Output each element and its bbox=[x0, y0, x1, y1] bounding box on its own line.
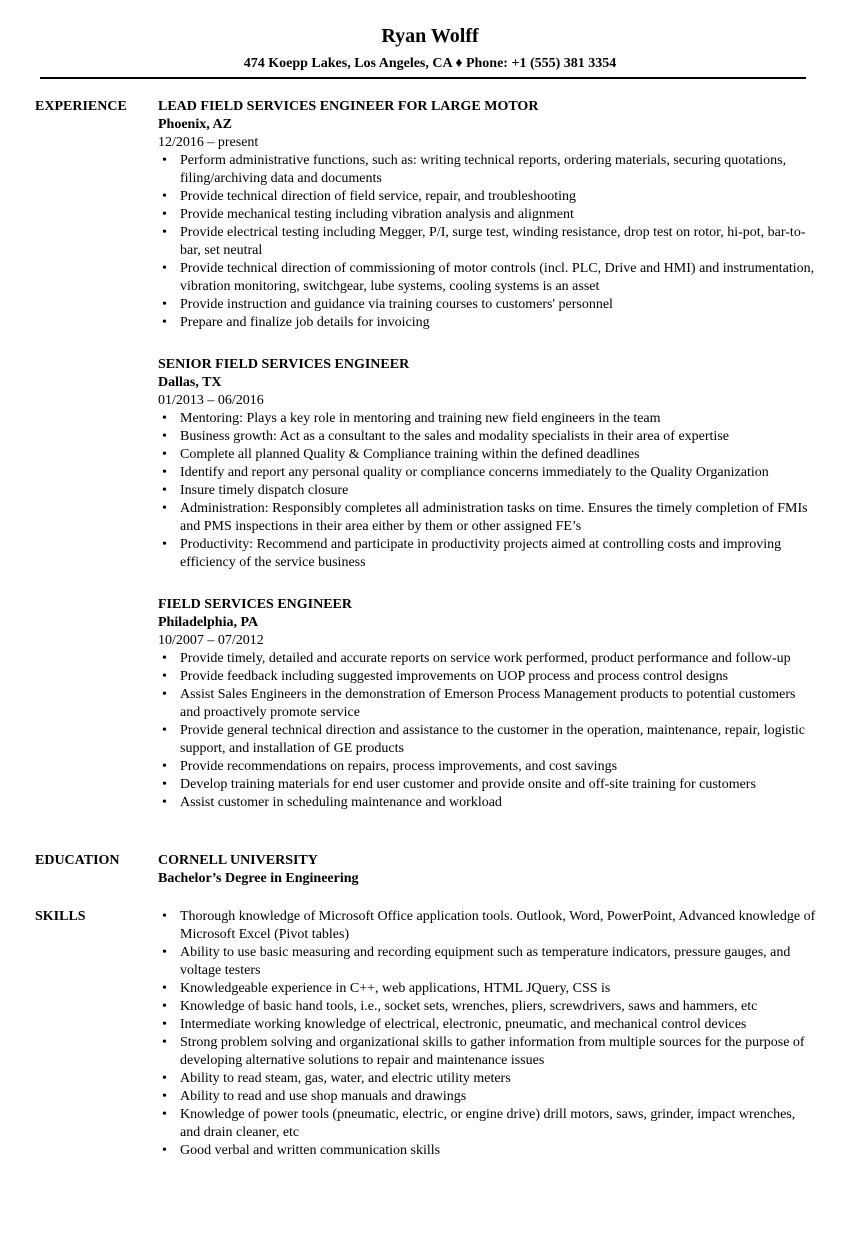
bullet-icon: • bbox=[162, 483, 167, 498]
bullet-icon: • bbox=[162, 537, 167, 552]
skill-text: Strong problem solving and organizational skills to gather information from multiple sources for the purpose of developing alternative solutions to repair and maintenance issues bbox=[180, 1035, 805, 1068]
bullet-icon: • bbox=[162, 1017, 167, 1032]
bullet-icon: • bbox=[162, 669, 167, 684]
education-entry bbox=[158, 852, 818, 888]
bullet-text: Provide technical direction of commissioning of motor controls (incl. PLC, Drive and HMI) and instrumentation, vibration monitoring, switchgear, lube systems, cooling systems is an asset bbox=[180, 261, 815, 294]
bullet-text: Provide timely, detailed and accurate reports on service work performed, product performance and follow-up bbox=[180, 651, 791, 666]
list-item bbox=[158, 668, 818, 686]
bullet-icon: • bbox=[162, 153, 167, 168]
job-entry bbox=[158, 98, 818, 332]
bullet-icon: • bbox=[162, 651, 167, 666]
job-bullets bbox=[158, 410, 818, 572]
bullet-icon: • bbox=[162, 315, 167, 330]
bullet-text: Business growth: Act as a consultant to the sales and modality specialists in their area of expertise bbox=[180, 429, 729, 444]
degree: Bachelor’s Degree in Engineering bbox=[158, 871, 359, 886]
list-item bbox=[158, 650, 818, 668]
bullet-icon: • bbox=[162, 429, 167, 444]
bullet-text: Assist Sales Engineers in the demonstration of Emerson Process Management products to potential customers and proactively promote service bbox=[180, 687, 796, 720]
bullet-icon: • bbox=[162, 777, 167, 792]
job-dates: 12/2016 – present bbox=[158, 135, 259, 150]
list-item bbox=[158, 428, 818, 446]
bullet-icon: • bbox=[162, 411, 167, 426]
list-item bbox=[158, 908, 818, 944]
bullet-text: Provide feedback including suggested improvements on UOP process and process control designs bbox=[180, 669, 729, 684]
bullet-icon: • bbox=[162, 297, 167, 312]
bullet-text: Provide instruction and guidance via training courses to customers' personnel bbox=[180, 297, 613, 312]
bullet-icon: • bbox=[162, 909, 167, 924]
job-location: Dallas, TX bbox=[158, 375, 222, 390]
bullet-icon: • bbox=[162, 189, 167, 204]
skill-text: Ability to read steam, gas, water, and electric utility meters bbox=[180, 1071, 511, 1086]
skill-text: Intermediate working knowledge of electrical, electronic, pneumatic, and mechanical control devices bbox=[180, 1017, 747, 1032]
list-item bbox=[158, 410, 818, 428]
bullet-icon: • bbox=[162, 1071, 167, 1086]
list-item bbox=[158, 446, 818, 464]
job-title: SENIOR FIELD SERVICES ENGINEER bbox=[158, 357, 410, 372]
list-item bbox=[158, 944, 818, 980]
list-item bbox=[158, 1142, 818, 1160]
job-location: Philadelphia, PA bbox=[158, 615, 259, 630]
bullet-text: Provide electrical testing including Megger, P/I, surge test, winding resistance, drop test on rotor, hi-pot, bar-to-bar, set neutral bbox=[180, 225, 806, 258]
list-item bbox=[158, 296, 818, 314]
job-location: Phoenix, AZ bbox=[158, 117, 232, 132]
job-bullets bbox=[158, 650, 818, 812]
bullet-text: Prepare and finalize job details for invoicing bbox=[180, 315, 430, 330]
job-dates: 01/2013 – 06/2016 bbox=[158, 393, 264, 408]
experience-jobs bbox=[158, 98, 818, 836]
bullet-icon: • bbox=[162, 1143, 167, 1158]
bullet-icon: • bbox=[162, 1035, 167, 1050]
skill-text: Ability to read and use shop manuals and drawings bbox=[180, 1089, 467, 1104]
list-item bbox=[158, 314, 818, 332]
bullet-icon: • bbox=[162, 795, 167, 810]
list-item bbox=[158, 1088, 818, 1106]
bullet-text: Provide general technical direction and assistance to the customer in the operation, maintenance, repair, logistic support, and installation of GE products bbox=[180, 723, 805, 756]
bullet-text: Assist customer in scheduling maintenance and workload bbox=[180, 795, 502, 810]
bullet-icon: • bbox=[162, 207, 167, 222]
list-item bbox=[158, 998, 818, 1016]
list-item bbox=[158, 794, 818, 812]
bullet-text: Complete all planned Quality & Compliance training within the defined deadlines bbox=[180, 447, 640, 462]
header-divider bbox=[40, 77, 806, 79]
bullet-icon: • bbox=[162, 225, 167, 240]
candidate-name: Ryan Wolff bbox=[381, 25, 479, 47]
job-entry bbox=[158, 596, 818, 812]
list-item bbox=[158, 980, 818, 998]
list-item bbox=[158, 206, 818, 224]
list-item bbox=[158, 536, 818, 572]
list-item bbox=[158, 224, 818, 260]
skill-text: Ability to use basic measuring and recording equipment such as temperature indicators, pressure gauges, and voltage testers bbox=[180, 945, 791, 978]
bullet-text: Productivity: Recommend and participate in productivity projects aimed at controlling costs and improving efficiency of the service business bbox=[180, 537, 782, 570]
bullet-icon: • bbox=[162, 999, 167, 1014]
section-label-education: EDUCATION bbox=[35, 853, 120, 868]
bullet-icon: • bbox=[162, 465, 167, 480]
list-item bbox=[158, 482, 818, 500]
list-item bbox=[158, 1034, 818, 1070]
bullet-icon: • bbox=[162, 723, 167, 738]
bullet-icon: • bbox=[162, 447, 167, 462]
bullet-text: Administration: Responsibly completes all administration tasks on time. Ensures the timely completion of FMIs and PMS inspections in their area either by them or other assigned FE’s bbox=[180, 501, 808, 534]
job-entry bbox=[158, 356, 818, 572]
skill-text: Knowledge of basic hand tools, i.e., socket sets, wrenches, pliers, screwdrivers, saws and hammers, etc bbox=[180, 999, 758, 1014]
skill-text: Good verbal and written communication skills bbox=[180, 1143, 441, 1158]
skill-text: Knowledgeable experience in C++, web applications, HTML JQuery, CSS is bbox=[180, 981, 611, 996]
school-name: CORNELL UNIVERSITY bbox=[158, 853, 318, 868]
list-item bbox=[158, 464, 818, 482]
bullet-text: Perform administrative functions, such as: writing technical reports, ordering materials, securing quotations, filing/archiving data and documents bbox=[180, 153, 787, 186]
skill-text: Knowledge of power tools (pneumatic, electric, or engine drive) drill motors, saws, grinder, impact wrenches, and drain cleaner, etc bbox=[180, 1107, 796, 1140]
list-item bbox=[158, 776, 818, 794]
bullet-icon: • bbox=[162, 687, 167, 702]
contact-line: 474 Koepp Lakes, Los Angeles, CA ♦ Phone: +1 (555) 381 3354 bbox=[243, 56, 617, 71]
bullet-text: Insure timely dispatch closure bbox=[180, 483, 349, 498]
list-item bbox=[158, 1106, 818, 1142]
bullet-icon: • bbox=[162, 981, 167, 996]
bullet-text: Develop training materials for end user customer and provide onsite and off-site training for customers bbox=[180, 777, 756, 792]
bullet-text: Provide technical direction of field service, repair, and troubleshooting bbox=[180, 189, 576, 204]
skills-list-column bbox=[158, 908, 818, 1160]
bullet-icon: • bbox=[162, 501, 167, 516]
job-dates: 10/2007 – 07/2012 bbox=[158, 633, 264, 648]
bullet-text: Provide recommendations on repairs, process improvements, and cost savings bbox=[180, 759, 618, 774]
list-item bbox=[158, 1016, 818, 1034]
skill-text: Thorough knowledge of Microsoft Office application tools. Outlook, Word, PowerPoint, Advanced knowledge of Microsoft Excel (Pivot tables) bbox=[180, 909, 816, 942]
list-item bbox=[158, 260, 818, 296]
job-title: LEAD FIELD SERVICES ENGINEER FOR LARGE MOTOR bbox=[158, 99, 539, 114]
section-label-experience: EXPERIENCE bbox=[35, 99, 127, 114]
section-label-skills: SKILLS bbox=[35, 909, 86, 924]
list-item bbox=[158, 758, 818, 776]
bullet-icon: • bbox=[162, 759, 167, 774]
bullet-icon: • bbox=[162, 261, 167, 276]
list-item bbox=[158, 188, 818, 206]
resume-header bbox=[0, 24, 860, 72]
skills-list bbox=[158, 908, 818, 1160]
job-title: FIELD SERVICES ENGINEER bbox=[158, 597, 353, 612]
list-item bbox=[158, 686, 818, 722]
bullet-icon: • bbox=[162, 1107, 167, 1122]
list-item bbox=[158, 722, 818, 758]
bullet-text: Provide mechanical testing including vibration analysis and alignment bbox=[180, 207, 574, 222]
list-item bbox=[158, 152, 818, 188]
bullet-text: Mentoring: Plays a key role in mentoring and training new field engineers in the team bbox=[180, 411, 661, 426]
bullet-icon: • bbox=[162, 945, 167, 960]
list-item bbox=[158, 500, 818, 536]
bullet-icon: • bbox=[162, 1089, 167, 1104]
list-item bbox=[158, 1070, 818, 1088]
job-bullets bbox=[158, 152, 818, 332]
bullet-text: Identify and report any personal quality or compliance concerns immediately to the Quality Organization bbox=[180, 465, 769, 480]
